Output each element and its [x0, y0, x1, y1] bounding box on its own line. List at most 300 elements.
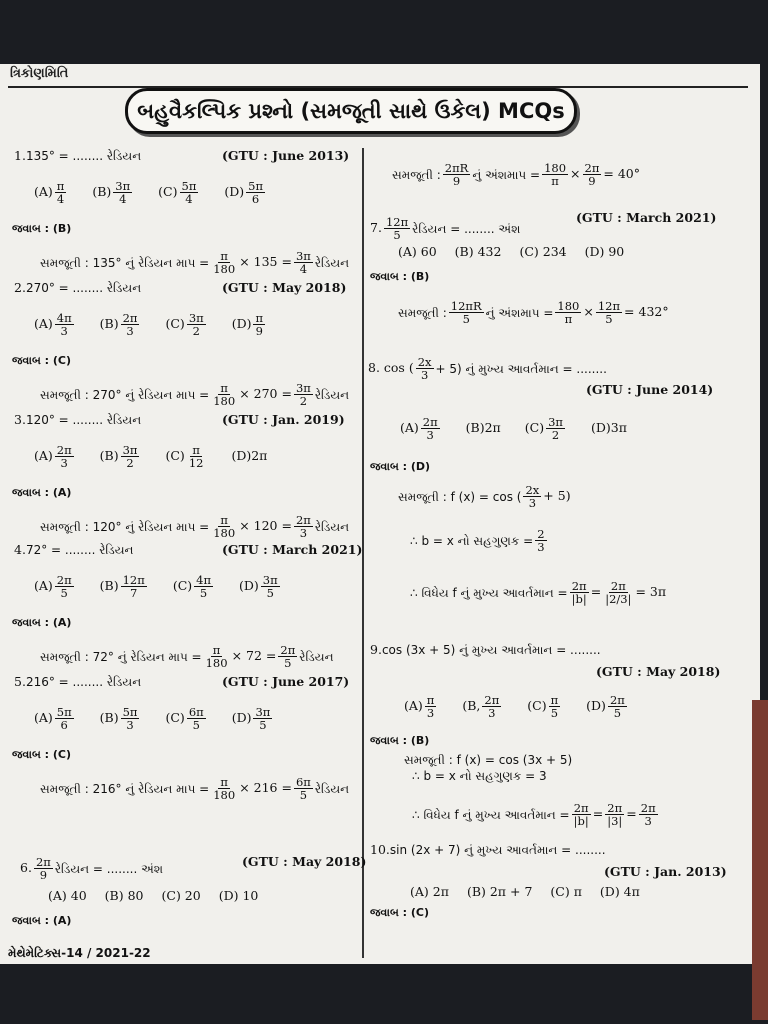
answer-text: જવાબ : (B) — [12, 222, 72, 235]
result: = 3π — [635, 584, 667, 600]
denominator: 180 — [213, 788, 236, 803]
denominator: 5 — [605, 312, 613, 327]
option-label: (C) — [165, 448, 185, 464]
numerator: 5π — [122, 705, 138, 719]
explanation-4 — [40, 644, 334, 669]
numerator: 5π — [181, 179, 197, 193]
numerator: 2π — [610, 579, 626, 593]
options-row — [34, 312, 285, 337]
answer-line — [12, 486, 71, 500]
denominator: 2 — [192, 324, 200, 339]
numerator: 3π — [115, 179, 131, 193]
option: (D) 4π — [599, 884, 640, 899]
option-label: (C) — [158, 184, 178, 200]
option-label: (C) — [527, 698, 547, 714]
denominator: 5 — [613, 706, 622, 721]
expl-mid: × 135 = — [239, 254, 292, 270]
numerator: π — [255, 311, 264, 325]
fraction — [572, 802, 591, 827]
denominator: 7 — [130, 586, 138, 601]
numerator: π — [212, 643, 221, 657]
option — [525, 416, 567, 441]
denominator: 2 — [299, 394, 308, 409]
fraction — [421, 416, 440, 441]
option-label: (D) — [586, 698, 606, 714]
fraction — [55, 312, 74, 337]
source-tag: (GTU : Jan. 2013) — [604, 864, 727, 879]
option: (C) 20 — [161, 888, 201, 903]
fraction — [187, 444, 206, 469]
options-row — [410, 886, 658, 899]
question-2 — [14, 282, 141, 295]
denominator: 3 — [537, 540, 545, 555]
denominator: |2/3| — [605, 592, 632, 607]
option-label: (D) — [224, 184, 245, 200]
option — [92, 180, 134, 205]
fraction — [253, 312, 265, 337]
fraction — [113, 180, 132, 205]
fraction — [278, 644, 297, 669]
explanation-3 — [40, 514, 349, 539]
option-label: (D) — [239, 578, 259, 594]
fraction — [211, 382, 237, 407]
fraction — [55, 574, 74, 599]
answer-line — [12, 616, 71, 630]
denominator: 5 — [60, 586, 68, 601]
fraction — [34, 856, 53, 881]
source-tag: (GTU : June 2017) — [222, 674, 350, 689]
option — [466, 422, 501, 435]
fraction — [187, 312, 206, 337]
denominator: 4 — [299, 262, 308, 277]
option: (A) 2π — [410, 884, 449, 899]
answer-line — [370, 906, 429, 920]
numerator: 3π — [255, 705, 271, 719]
numerator: π — [220, 249, 228, 263]
fraction — [121, 574, 147, 599]
denominator: π — [564, 312, 573, 327]
expl-text: સમજૂતી : f (x) = cos (3x + 5) — [404, 753, 573, 767]
explanation-9-period — [412, 802, 660, 827]
option — [462, 694, 503, 719]
expl-unit: રેડિયન — [314, 519, 350, 534]
question-8 — [368, 356, 607, 381]
option — [239, 574, 282, 599]
option: (C) π — [550, 884, 582, 899]
fraction — [180, 180, 199, 205]
option-value: 2π — [484, 420, 501, 436]
denominator: |b| — [571, 592, 587, 607]
numerator: 12π — [385, 215, 409, 229]
denominator: 9 — [255, 324, 263, 339]
option — [34, 312, 76, 337]
option-label: (A) — [34, 578, 53, 594]
fraction — [535, 528, 546, 553]
option-label: (B) — [99, 710, 119, 726]
options-row — [48, 890, 276, 903]
option-label: (C) — [172, 578, 193, 594]
fraction — [425, 694, 437, 719]
fraction — [482, 694, 501, 719]
numerator: 2π — [422, 415, 438, 429]
options-row — [34, 180, 285, 205]
answer-text: જવાબ : (D) — [370, 460, 431, 473]
question-text: 72° = ........ રેડિયન — [25, 543, 134, 558]
expl-unit: રેડિયન — [299, 649, 334, 664]
denominator: π — [551, 174, 559, 189]
numerator: 2π — [571, 579, 587, 593]
fraction — [261, 574, 280, 599]
option — [34, 444, 76, 469]
question-text: રેડિયન = ........ અંશ — [54, 861, 164, 876]
option — [100, 706, 142, 731]
option-label: (D) — [231, 710, 252, 726]
denominator: 3 — [528, 496, 537, 511]
question-number: 8. cos ( — [368, 360, 414, 376]
option — [100, 574, 149, 599]
numerator: π — [550, 693, 559, 707]
question-number: 9. — [370, 642, 382, 657]
option — [586, 694, 629, 719]
explanation-8-period — [410, 580, 666, 605]
numerator: 2 — [537, 527, 545, 541]
fraction — [294, 776, 313, 801]
numerator: 2π — [573, 801, 589, 815]
numerator: π — [56, 179, 65, 193]
option — [34, 574, 76, 599]
expl-text: ∴ વિધેય f નું મુખ્ય આવર્તમાન = — [410, 585, 568, 600]
denominator: 9 — [588, 174, 596, 189]
numerator: 5π — [248, 179, 264, 193]
numerator: 2π — [609, 693, 625, 707]
denominator: 3 — [299, 526, 308, 541]
question-5 — [14, 676, 141, 689]
option — [232, 706, 275, 731]
result: = 40° — [603, 166, 641, 182]
numerator: π — [220, 775, 228, 789]
expl-text: સમજૂતી : 216° નું રેડિયન માપ = — [40, 781, 210, 796]
option-label: (A) — [34, 316, 53, 332]
option — [400, 416, 442, 441]
answer-line — [12, 914, 71, 928]
expl-label: સમજૂતી : — [392, 167, 441, 182]
expl-unit: રેડિયન — [314, 781, 350, 796]
question-text: sin (2x + 7) નું મુખ્ય આવર્તમાન = ........ — [389, 843, 606, 858]
expl-text: નું અંશમાપ = — [472, 167, 541, 182]
numerator: 2π — [584, 161, 600, 175]
question-text: + 5) નું મુખ્ય આવર્તમાન = ........ — [435, 361, 607, 376]
option — [232, 312, 267, 337]
numerator: 2π — [56, 573, 72, 587]
option — [158, 180, 200, 205]
option — [100, 312, 142, 337]
fraction — [187, 706, 206, 731]
numerator: 3π — [188, 311, 204, 325]
option: (B) 2π + 7 — [466, 884, 533, 899]
numerator: 2πR — [444, 161, 469, 175]
option-label: (C) — [165, 710, 185, 726]
denominator: 12 — [188, 456, 204, 471]
question-text: cos (3x + 5) નું મુખ્ય આવર્તમાન = ........ — [381, 643, 601, 658]
question-3 — [14, 414, 141, 427]
question-number: 6. — [20, 860, 32, 876]
denominator: 5 — [266, 586, 274, 601]
fraction — [608, 694, 627, 719]
expl-unit: રેડિયન — [314, 387, 350, 402]
answer-text: જવાબ : (A) — [12, 616, 72, 629]
source-tag: (GTU : Jan. 2019) — [222, 412, 345, 427]
numerator: 3π — [262, 573, 278, 587]
numerator: 180 — [557, 299, 580, 313]
option — [591, 422, 627, 435]
option-label: (B) — [99, 578, 119, 594]
explanation-5 — [40, 776, 349, 801]
question-7 — [370, 216, 520, 241]
fraction — [605, 802, 624, 827]
source-tag: (GTU : March 2021) — [576, 210, 717, 225]
fraction — [542, 162, 568, 187]
numerator: 3π — [548, 415, 563, 429]
numerator: 4π — [56, 311, 72, 325]
numerator: 2π — [56, 443, 72, 457]
answer-line — [370, 734, 429, 748]
expl-mid: × 72 = — [231, 648, 277, 664]
option: (B) 432 — [454, 244, 502, 259]
option — [231, 450, 267, 463]
fraction — [416, 356, 434, 381]
numerator: π — [426, 693, 435, 707]
denominator: 5 — [393, 228, 401, 243]
denominator: 6 — [60, 718, 68, 733]
textbook-page — [0, 64, 760, 964]
fraction — [253, 706, 272, 731]
result: = 432° — [624, 304, 669, 320]
denominator: 3 — [60, 324, 68, 339]
numerator: 2π — [280, 643, 296, 657]
question-number: 2. — [14, 280, 26, 295]
expl-text: સમજૂતી : f (x) = cos ( — [398, 489, 522, 504]
option-label: (B) — [99, 448, 119, 464]
denominator: 5 — [462, 312, 470, 327]
fraction — [121, 706, 140, 731]
denominator: 180 — [213, 262, 236, 277]
answer-text: જવાબ : (A) — [12, 486, 72, 499]
denominator: 5 — [259, 718, 267, 733]
expl-unit: રેડિયન — [314, 255, 350, 270]
option: (C) 234 — [519, 244, 567, 259]
fraction — [549, 694, 561, 719]
fraction — [443, 162, 471, 187]
explanation-1 — [40, 250, 349, 275]
answer-line — [12, 354, 71, 368]
fraction — [55, 444, 74, 469]
question-6 — [20, 856, 163, 881]
expl-text: સમજૂતી : 135° નું રેડિયન માપ = — [40, 255, 210, 270]
fraction — [194, 574, 213, 599]
explanation-7 — [398, 300, 669, 325]
option — [527, 694, 562, 719]
option-label: (C) — [165, 316, 185, 332]
fraction — [121, 312, 140, 337]
fraction — [55, 706, 74, 731]
options-row — [404, 694, 647, 719]
denominator: 3 — [126, 324, 134, 339]
numerator: 6π — [295, 775, 311, 789]
denominator: |b| — [573, 814, 589, 829]
answer-line — [370, 270, 429, 284]
numerator: π — [220, 513, 228, 527]
times: × — [583, 304, 594, 320]
section-banner: બહુવૈકલ્પિક પ્રશ્નો (સમજૂતી સાથે ઉકેલ) MCQs — [125, 88, 577, 134]
numerator: 3π — [122, 443, 138, 457]
page-footer: મેથેમેટિક્સ-14 / 2021-22 — [8, 946, 151, 960]
source-tag: (GTU : May 2018) — [596, 664, 721, 679]
option — [165, 312, 207, 337]
numerator: 12πR — [450, 299, 482, 313]
fraction — [555, 300, 581, 325]
denominator: 5 — [199, 586, 208, 601]
page-header-brand: ત્રિકોણમિતિ — [10, 66, 69, 81]
option-label: (A) — [34, 448, 53, 464]
fraction — [204, 644, 230, 669]
expl-label: સમજૂતી : — [398, 305, 447, 320]
answer-line — [370, 460, 430, 474]
expl-text: સમજૂતી : 72° નું રેડિયન માપ = — [40, 649, 202, 664]
option: (D) 90 — [584, 244, 625, 259]
fraction — [55, 180, 67, 205]
fraction — [596, 300, 622, 325]
option-label: (A) — [404, 698, 423, 714]
question-text: 216° = ........ રેડિયન — [25, 675, 142, 690]
question-4 — [14, 544, 134, 557]
expl-text: ∴ b = x નો સહગુણક = — [410, 533, 534, 548]
option-label: (B) — [465, 420, 485, 436]
denominator: 3 — [488, 706, 496, 721]
numerator: 2x — [525, 483, 540, 497]
option-label: (B, — [462, 698, 481, 714]
denominator: |3| — [607, 814, 623, 829]
question-number: 5. — [14, 674, 26, 689]
fraction — [211, 514, 237, 539]
answer-text: જવાબ : (B) — [370, 734, 430, 747]
question-text: રેડિયન = ........ અંશ — [412, 221, 521, 236]
option-value: 3π — [610, 420, 627, 436]
options-row — [398, 246, 642, 259]
option: (D) 10 — [218, 888, 259, 903]
eq: = — [592, 806, 604, 822]
answer-text: જવાબ : (B) — [370, 270, 430, 283]
explanation-6 — [392, 162, 640, 187]
explanation-8-fx — [398, 484, 571, 509]
question-number: 3. — [14, 412, 26, 427]
fraction — [603, 580, 633, 605]
numerator: 2π — [640, 801, 656, 815]
option — [100, 444, 142, 469]
numerator: 3π — [295, 249, 311, 263]
options-row — [34, 444, 285, 469]
numerator: 2π — [484, 693, 500, 707]
denominator: 3 — [420, 368, 429, 383]
expl-mid: × 216 = — [239, 780, 292, 796]
option-label: (A) — [34, 710, 53, 726]
answer-text: જવાબ : (C) — [12, 354, 71, 367]
denominator: 6 — [251, 192, 260, 207]
explanation-9-coef — [412, 770, 547, 782]
numerator: 2π — [607, 801, 623, 815]
option-label: (C) — [524, 420, 545, 436]
denominator: 180 — [205, 656, 228, 671]
explanation-2 — [40, 382, 349, 407]
fraction — [211, 250, 237, 275]
expl-text: સમજૂતી : 120° નું રેડિયન માપ = — [40, 519, 210, 534]
fraction — [294, 514, 313, 539]
option-label: (B) — [99, 316, 119, 332]
numerator: 5π — [56, 705, 72, 719]
option-label: (D) — [590, 420, 611, 436]
expl-tail: + 5) — [543, 488, 571, 504]
source-tag: (GTU : March 2021) — [222, 542, 363, 557]
expl-text: સમજૂતી : 270° નું રેડિયન માપ = — [40, 387, 210, 402]
denominator: 180 — [213, 526, 236, 541]
option-label: (A) — [400, 420, 419, 436]
expl-mid: × 270 = — [239, 386, 292, 402]
question-9 — [370, 644, 601, 657]
fraction — [546, 416, 565, 441]
expl-text: નું અંશમાપ = — [485, 305, 554, 320]
option: (A) 60 — [398, 244, 437, 259]
denominator: 3 — [60, 456, 68, 471]
numerator: 2π — [122, 311, 138, 325]
question-number: 4. — [14, 542, 26, 557]
denominator: 2 — [551, 428, 560, 443]
option: (B) 80 — [104, 888, 144, 903]
question-number: 7. — [370, 220, 382, 236]
denominator: 3 — [426, 706, 435, 721]
denominator: 5 — [299, 788, 308, 803]
options-row — [34, 706, 292, 731]
option: (A) 40 — [48, 888, 87, 903]
denominator: 180 — [213, 394, 236, 409]
background-book-edge — [752, 700, 768, 1020]
denominator: 3 — [644, 814, 652, 829]
fraction — [211, 776, 237, 801]
option-label: (D) — [231, 316, 252, 332]
denominator: 9 — [39, 868, 48, 883]
numerator: π — [192, 443, 200, 457]
answer-text: જવાબ : (C) — [370, 906, 429, 919]
answer-line — [12, 748, 71, 762]
options-row — [400, 416, 645, 441]
question-text: 270° = ........ રેડિયન — [25, 281, 142, 296]
option — [34, 706, 76, 731]
fraction — [639, 802, 658, 827]
explanation-9-fx — [404, 754, 572, 766]
option — [224, 180, 267, 205]
eq: = — [590, 584, 602, 600]
option-label: (D) — [231, 448, 252, 464]
fraction — [384, 216, 410, 241]
question-10 — [370, 844, 606, 857]
expl-text: ∴ b = x નો સહગુણક = 3 — [412, 769, 547, 783]
source-tag: (GTU : June 2013) — [222, 148, 350, 163]
explanation-8-coef — [410, 528, 549, 553]
fraction — [583, 162, 602, 187]
option — [165, 444, 207, 469]
fraction — [121, 444, 140, 469]
numerator: 180 — [544, 161, 567, 175]
denominator: 9 — [452, 174, 461, 189]
denominator: 4 — [119, 192, 127, 207]
